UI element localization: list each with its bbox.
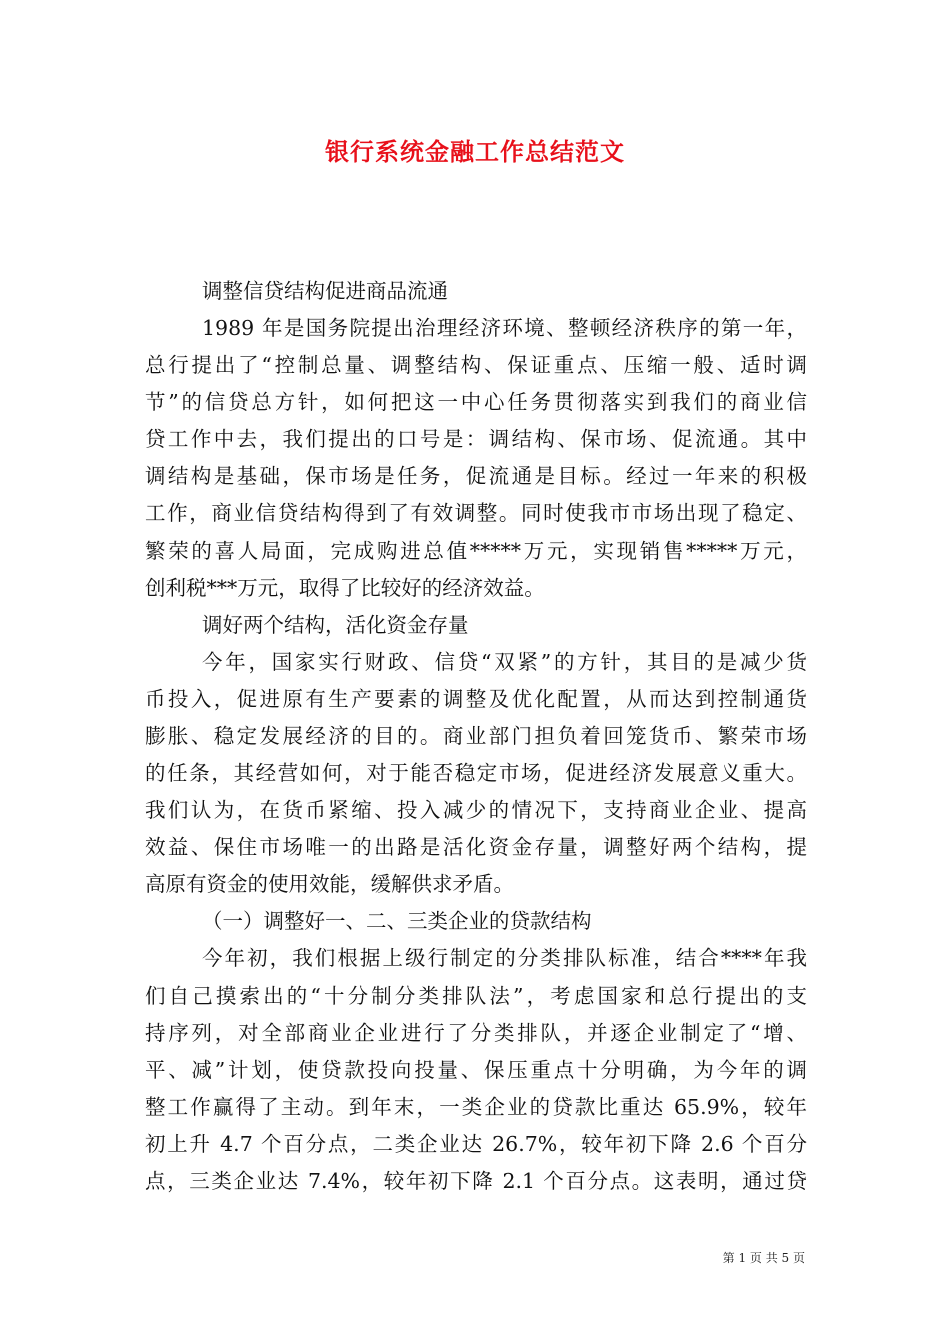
- text-line: 今年，国家实行财政、信贷“双紧”的方针，其目的是减少货: [202, 649, 807, 674]
- text-line: 效益、保住市场唯一的出路是活化资金存量，调整好两个结构，提: [145, 835, 807, 860]
- text-line: 点，三类企业达 7.4%，较年初下降 2.1 个百分点。这表明，通过贷: [145, 1168, 807, 1193]
- text-line: 初上升 4.7 个百分点，二类企业达 26.7%，较年初下降 2.6 个百分: [145, 1131, 807, 1156]
- text-line: 调好两个结构，活化资金存量: [202, 612, 469, 637]
- text-line: 调整信贷结构促进商品流通: [202, 279, 448, 303]
- text-line: 的任条，其经营如何，对于能否稳定市场，促进经济发展意义重大。: [145, 761, 807, 786]
- text-line: 1989 年是国务院提出治理经济环境、整顿经济秩序的第一年，: [202, 316, 807, 341]
- text-line: 持序列，对全部商业企业进行了分类排队，并逐企业制定了“增、: [145, 1020, 807, 1045]
- text-line: （一）调整好一、二、三类企业的贷款结构: [202, 909, 592, 934]
- text-line: 币投入，促进原有生产要素的调整及优化配置，从而达到控制通货: [145, 686, 807, 711]
- text-line: 平、减”计划，使贷款投向投量、保压重点十分明确，为今年的调: [145, 1057, 807, 1082]
- text-line: 整工作赢得了主动。到年末，一类企业的贷款比重达 65.9%，较年: [145, 1094, 807, 1119]
- text-line: 工作，商业信贷结构得到了有效调整。同时使我市市场出现了稳定、: [145, 501, 807, 526]
- text-line: 我们认为，在货币紧缩、投入减少的情况下，支持商业企业、提高: [145, 798, 807, 823]
- text-line: 繁荣的喜人局面，完成购进总值*****万元，实现销售*****万元，: [145, 538, 807, 563]
- document-title: 银行系统金融工作总结范文: [325, 137, 625, 166]
- text-line: 今年初，我们根据上级行制定的分类排队标准，结合****年我: [202, 946, 807, 971]
- text-line: 高原有资金的使用效能，缓解供求矛盾。: [145, 872, 514, 897]
- text-line: 节”的信贷总方针，如何把这一中心任务贯彻落实到我们的商业信: [145, 390, 807, 415]
- text-line: 膨胀、稳定发展经济的目的。商业部门担负着回笼货币、繁荣市场: [145, 723, 807, 748]
- text-line: 创利税***万元，取得了比较好的经济效益。: [145, 575, 545, 600]
- text-line: 调结构是基础，保市场是任务，促流通是目标。经过一年来的积极: [145, 464, 807, 489]
- text-line: 贷工作中去，我们提出的口号是：调结构、保市场、促流通。其中: [145, 427, 807, 452]
- page-number-footer: 第 1 页 共 5 页: [722, 1251, 805, 1265]
- text-line: 们自己摸索出的“十分制分类排队法”，考虑国家和总行提出的支: [145, 983, 807, 1008]
- text-line: 总行提出了“控制总量、调整结构、保证重点、压缩一般、适时调: [145, 353, 807, 378]
